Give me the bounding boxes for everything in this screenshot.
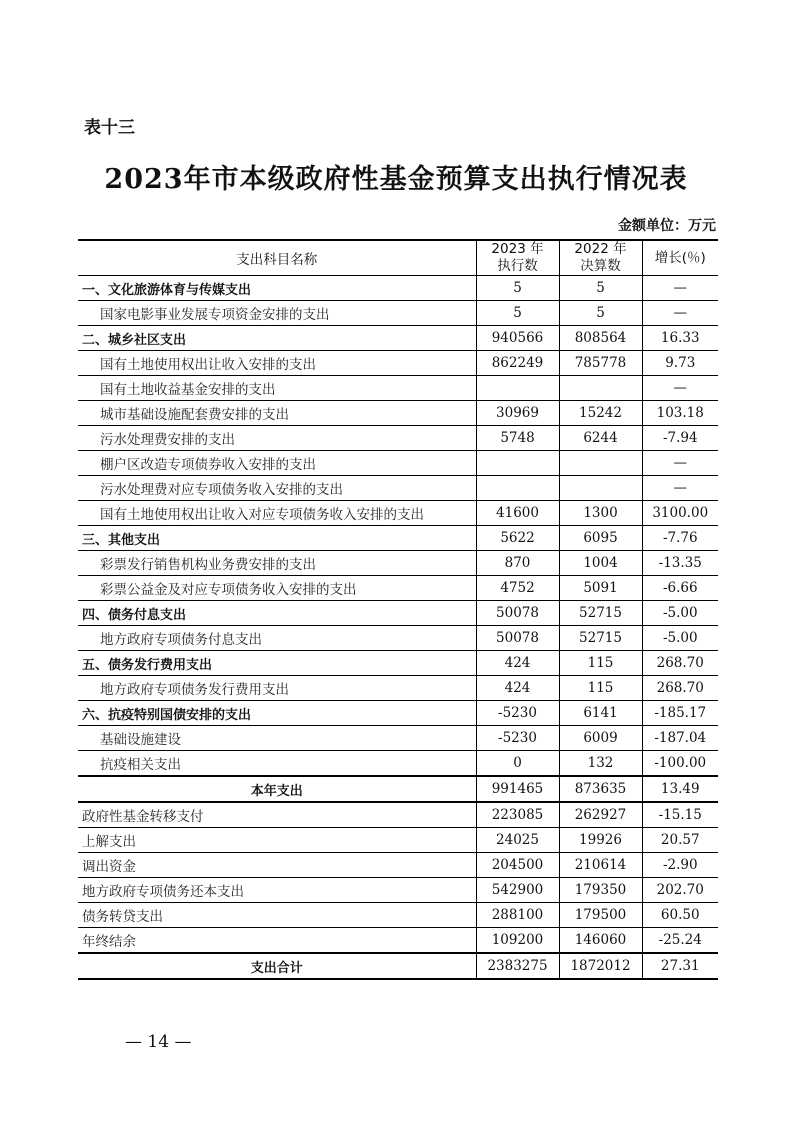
growth-rate: -15.15 <box>642 802 718 828</box>
value-2023: -5230 <box>476 701 559 726</box>
value-2022: 6141 <box>559 701 642 726</box>
growth-rate: -13.35 <box>642 551 718 576</box>
growth-rate: 20.57 <box>642 828 718 853</box>
total-row <box>78 953 718 979</box>
value-2022: 262927 <box>559 802 642 828</box>
growth-rate: -2.90 <box>642 853 718 878</box>
value-2023: 0 <box>476 751 559 777</box>
growth-rate: 268.70 <box>642 651 718 676</box>
value-2022: 132 <box>559 751 642 777</box>
value-2022: 5 <box>559 276 642 301</box>
row-name: 基础设施建设 <box>78 726 476 751</box>
row-name: 地方政府专项债务付息支出 <box>78 626 476 651</box>
growth-rate: — <box>642 276 718 301</box>
growth-rate: — <box>642 376 718 401</box>
row-name: 国有土地使用权出让收入安排的支出 <box>78 351 476 376</box>
value-2023: 862249 <box>476 351 559 376</box>
value-2023: 870 <box>476 551 559 576</box>
growth-rate: -7.94 <box>642 426 718 451</box>
value-2023: 50078 <box>476 601 559 626</box>
column-header-2022: 2022 年 决算数 <box>559 240 642 276</box>
growth-rate: 60.50 <box>642 903 718 928</box>
column-header-2023: 2023 年 执行数 <box>476 240 559 276</box>
value-2022: 179350 <box>559 878 642 903</box>
growth-rate: -7.76 <box>642 526 718 551</box>
value-2022: 785778 <box>559 351 642 376</box>
row-name: 四、债务付息支出 <box>78 601 476 626</box>
row-name: 三、其他支出 <box>78 526 476 551</box>
table-row <box>78 853 718 878</box>
row-name: 地方政府专项债务还本支出 <box>78 878 476 903</box>
value-2022: 210614 <box>559 853 642 878</box>
value-2022: 6244 <box>559 426 642 451</box>
table-row <box>78 301 718 326</box>
value-2022: 6009 <box>559 726 642 751</box>
growth-rate: -100.00 <box>642 751 718 777</box>
row-name: 地方政府专项债务发行费用支出 <box>78 676 476 701</box>
row-name: 棚户区改造专项债券收入安排的支出 <box>78 451 476 476</box>
table-number-label: 表十三 <box>84 118 135 138</box>
value-2023: -5230 <box>476 726 559 751</box>
table-row <box>78 928 718 954</box>
page-number: — 14 — <box>125 1032 192 1052</box>
growth-rate: — <box>642 451 718 476</box>
value-2022: 179500 <box>559 903 642 928</box>
value-2023: 24025 <box>476 828 559 853</box>
column-header-name: 支出科目名称 <box>78 240 476 276</box>
value-2022: 115 <box>559 651 642 676</box>
growth-rate: -5.00 <box>642 601 718 626</box>
growth-rate: -185.17 <box>642 701 718 726</box>
table-row <box>78 903 718 928</box>
table-row <box>78 276 718 301</box>
table-row <box>78 601 718 626</box>
growth-rate: 103.18 <box>642 401 718 426</box>
table-row <box>78 828 718 853</box>
value-2022: 5091 <box>559 576 642 601</box>
value-2022: 19926 <box>559 828 642 853</box>
row-name: 国有土地使用权出让收入对应专项债务收入安排的支出 <box>78 501 476 526</box>
table-row <box>78 401 718 426</box>
growth-rate: — <box>642 301 718 326</box>
growth-rate: 268.70 <box>642 676 718 701</box>
row-name: 抗疫相关支出 <box>78 751 476 777</box>
value-2023: 424 <box>476 651 559 676</box>
page-title: 2023年市本级政府性基金预算支出执行情况表 <box>104 164 688 195</box>
value-2022: 808564 <box>559 326 642 351</box>
value-2023: 5 <box>476 276 559 301</box>
row-name: 本年支出 <box>78 776 476 802</box>
row-name: 国家电影事业发展专项资金安排的支出 <box>78 301 476 326</box>
row-name: 城市基础设施配套费安排的支出 <box>78 401 476 426</box>
value-2022: 6095 <box>559 526 642 551</box>
value-2023: 30969 <box>476 401 559 426</box>
table-row <box>78 626 718 651</box>
row-name: 污水处理费对应专项债务收入安排的支出 <box>78 476 476 501</box>
value-2023: 204500 <box>476 853 559 878</box>
table-row <box>78 551 718 576</box>
value-2023: 41600 <box>476 501 559 526</box>
growth-rate: — <box>642 476 718 501</box>
table-row <box>78 802 718 828</box>
row-name: 上解支出 <box>78 828 476 853</box>
value-2023: 50078 <box>476 626 559 651</box>
unit-label: 金额单位：万元 <box>618 218 716 234</box>
value-2022 <box>559 451 642 476</box>
value-2023 <box>476 451 559 476</box>
value-2022: 1872012 <box>559 953 642 979</box>
value-2022: 5 <box>559 301 642 326</box>
row-name: 一、文化旅游体育与传媒支出 <box>78 276 476 301</box>
growth-rate: 9.73 <box>642 351 718 376</box>
row-name: 五、债务发行费用支出 <box>78 651 476 676</box>
row-name: 二、城乡社区支出 <box>78 326 476 351</box>
growth-rate: -187.04 <box>642 726 718 751</box>
value-2022: 1300 <box>559 501 642 526</box>
value-2023: 424 <box>476 676 559 701</box>
row-name: 债务转贷支出 <box>78 903 476 928</box>
row-name: 支出合计 <box>78 953 476 979</box>
row-name: 国有土地收益基金安排的支出 <box>78 376 476 401</box>
table-row <box>78 751 718 777</box>
row-name: 年终结余 <box>78 928 476 954</box>
table-row <box>78 451 718 476</box>
table-row <box>78 526 718 551</box>
value-2023: 542900 <box>476 878 559 903</box>
growth-rate: 13.49 <box>642 776 718 802</box>
row-name: 调出资金 <box>78 853 476 878</box>
value-2023: 5 <box>476 301 559 326</box>
value-2023: 5748 <box>476 426 559 451</box>
growth-rate: 16.33 <box>642 326 718 351</box>
table-row <box>78 326 718 351</box>
growth-rate: -6.66 <box>642 576 718 601</box>
table-row <box>78 651 718 676</box>
table-row <box>78 726 718 751</box>
table-row <box>78 878 718 903</box>
total-row <box>78 776 718 802</box>
value-2022: 52715 <box>559 626 642 651</box>
value-2023: 991465 <box>476 776 559 802</box>
table-body <box>78 276 718 980</box>
growth-rate: 202.70 <box>642 878 718 903</box>
table-row <box>78 501 718 526</box>
value-2023: 2383275 <box>476 953 559 979</box>
growth-rate: -5.00 <box>642 626 718 651</box>
table-row <box>78 476 718 501</box>
value-2023: 288100 <box>476 903 559 928</box>
table-row <box>78 351 718 376</box>
value-2022 <box>559 376 642 401</box>
row-name: 六、抗疫特别国债安排的支出 <box>78 701 476 726</box>
value-2022 <box>559 476 642 501</box>
growth-rate: 3100.00 <box>642 501 718 526</box>
growth-rate: -25.24 <box>642 928 718 954</box>
value-2022: 1004 <box>559 551 642 576</box>
value-2023: 109200 <box>476 928 559 954</box>
value-2022: 146060 <box>559 928 642 954</box>
value-2022: 15242 <box>559 401 642 426</box>
row-name: 彩票发行销售机构业务费安排的支出 <box>78 551 476 576</box>
table-row <box>78 701 718 726</box>
value-2022: 52715 <box>559 601 642 626</box>
table-row <box>78 676 718 701</box>
row-name: 彩票公益金及对应专项债务收入安排的支出 <box>78 576 476 601</box>
value-2022: 873635 <box>559 776 642 802</box>
table-header-row <box>78 240 718 276</box>
value-2023: 223085 <box>476 802 559 828</box>
column-header-growth: 增长(％) <box>642 240 718 276</box>
table-row <box>78 376 718 401</box>
table-row <box>78 426 718 451</box>
value-2023 <box>476 376 559 401</box>
value-2023: 5622 <box>476 526 559 551</box>
row-name: 政府性基金转移支付 <box>78 802 476 828</box>
budget-table <box>78 239 718 980</box>
value-2022: 115 <box>559 676 642 701</box>
table-row <box>78 576 718 601</box>
value-2023 <box>476 476 559 501</box>
growth-rate: 27.31 <box>642 953 718 979</box>
value-2023: 940566 <box>476 326 559 351</box>
row-name: 污水处理费安排的支出 <box>78 426 476 451</box>
value-2023: 4752 <box>476 576 559 601</box>
